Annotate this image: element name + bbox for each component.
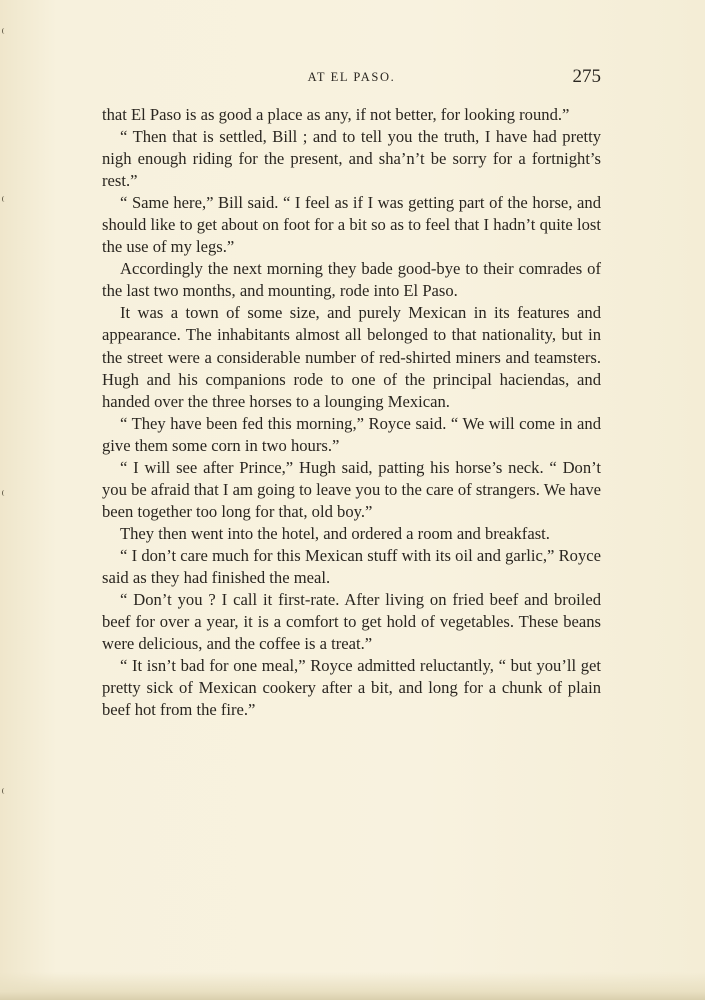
paragraph: They then went into the hotel, and ordered a room and breakfast. [120,523,550,543]
margin-mark [2,196,7,202]
margin-mark [2,28,7,34]
page-header [102,66,601,90]
paragraph: “ It isn’t bad for one meal,” Royce admitted reluctantly, “ but you’ll get pretty sick of Mexican cookery after a bit, and long for a chunk of plain beef hot from the fire.” [102,656,601,720]
body-text [102,104,601,721]
paragraph: “ I don’t care much for this Mexican stuff with its oil and garlic,” Royce said as they had finished the meal. [102,545,601,587]
paragraph: “ Don’t you ? I call it first-rate. After living on fried beef and broiled beef for over a year, it is a comfort to get hold of vegetables. These beans were delicious, and the coffee is a treat.” [102,590,601,654]
running-head: AT EL PASO. [307,70,396,84]
page-bottom-edge [0,972,705,1000]
paragraph: Accordingly the next morning they bade good-bye to their comrades of the last two months, and mounting, rode into El Paso. [102,259,601,301]
paragraph: “ I will see after Prince,” Hugh said, patting his horse’s neck. “ Don’t you be afraid that I am going to leave you to the care of strangers. We have been together too long for that, old boy.” [102,457,601,521]
margin-mark [2,490,7,496]
paragraph: “ Then that is settled, Bill ; and to tell you the truth, I have had pretty nigh enough riding for the present, and sha’n’t be sorry for a fortnight’s rest.” [102,127,601,191]
paragraph: that El Paso is as good a place as any, if not better, for looking round.” [102,105,570,124]
paragraph: It was a town of some size, and purely Mexican in its features and appearance. The inhabitants almost all belonged to that nationality, but in the street were a considerable number of red-shirted miners and teamsters. Hugh and his companions rode to one of the principal haciendas, and handed over the three horses to a lounging Mexican. [102,303,601,411]
page-number: 275 [572,66,601,87]
margin-mark [2,788,7,794]
paragraph: “ Same here,” Bill said. “ I feel as if I was getting part of the horse, and should like to get about on foot for a bit so as to feel that I hadn’t quite lost the use of my legs.” [102,193,601,257]
paragraph: “ They have been fed this morning,” Royce said. “ We will come in and give them some corn in two hours.” [102,413,601,455]
